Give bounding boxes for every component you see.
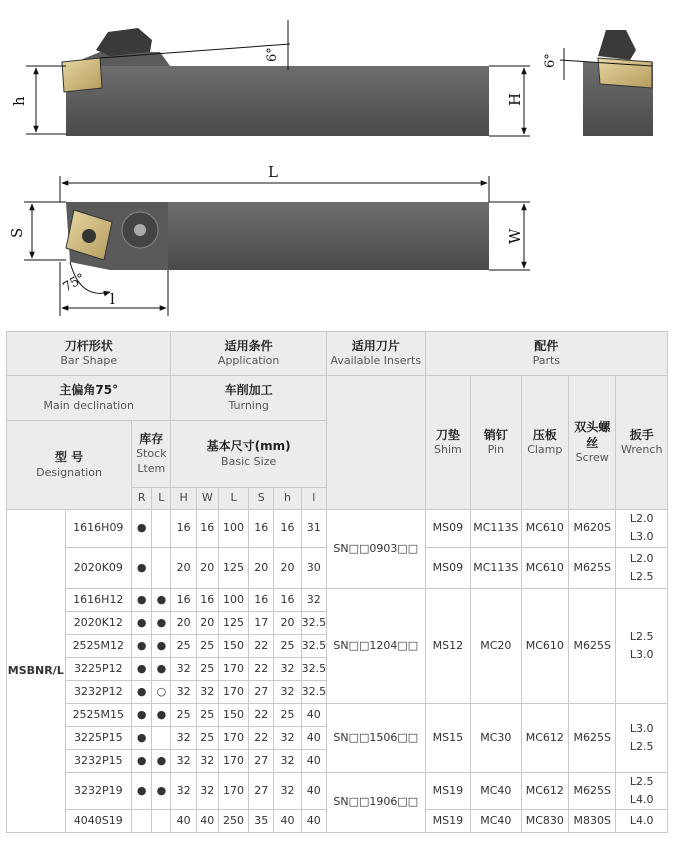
stock-l-cell: ● [152,635,171,658]
stock-l-cell [152,548,171,589]
spec-table [6,331,668,833]
code-cell: 2525M12 [65,635,132,658]
stock-l-cell: ● [152,658,171,681]
size-W-cell: 20 [196,548,218,589]
stock-l-cell: ○ [152,681,171,704]
front-view [10,20,530,136]
size-l-cell: 32.5 [301,658,326,681]
header-application: 适用条件 Application [171,332,326,376]
screw-cell: M625S [569,704,616,773]
wrench-value: L4.0 [629,813,654,827]
size-H-cell: 32 [171,773,196,810]
tool-holder-drawing [0,0,674,322]
header-available-inserts: 适用刀片 Available Inserts [326,332,425,376]
side-view [543,30,653,136]
size-S-cell: 17 [249,612,274,635]
insert-cell: SN□□1506□□ [326,704,425,773]
top-shank [168,202,489,270]
shim-cell: MS19 [425,810,470,833]
size-l-cell: 32.5 [301,681,326,704]
stock-l-cell: ● [152,704,171,727]
size-h-cell: 16 [274,589,301,612]
stock-r-cell: ● [132,635,152,658]
shim-cell: MS12 [425,589,470,704]
size-l-cell: 40 [301,810,326,833]
size-S-cell: 22 [249,658,274,681]
stock-l-cell [152,727,171,750]
wrench-value: L2.5 [629,774,654,788]
insert-shape [62,58,102,92]
model-cell: MSBNR/L [7,510,66,833]
code-cell: 3232P19 [65,773,132,810]
wrench-value: L2.5 [629,629,654,643]
size-l-cell: 40 [301,727,326,750]
size-l-cell: 31 [301,510,326,548]
wrench-value: L3.0 [629,530,654,543]
size-H-cell: 40 [171,810,196,833]
top-view [8,163,530,316]
header-parts: 配件 Parts [425,332,667,376]
header-shim: 刀垫 Shim [425,376,470,510]
stock-l-cell: ● [152,750,171,773]
table-row [7,704,668,727]
code-cell: 4040S19 [65,810,132,833]
size-L-cell: 170 [218,658,248,681]
stock-l-cell [152,810,171,833]
stock-r-cell: ● [132,612,152,635]
size-l-cell: 32 [301,589,326,612]
stock-l-cell [152,510,171,548]
pin-cell: MC30 [471,704,521,773]
dim-H-label: H [506,92,524,106]
size-H-cell: 16 [171,510,196,548]
subheader-6: h [274,488,301,510]
size-S-cell: 22 [249,704,274,727]
dim-W-label: W [506,228,524,244]
pin-cell: MC20 [471,589,521,704]
clamp-cell: MC830 [521,810,568,833]
size-L-cell: 170 [218,681,248,704]
insert-cell: SN□□1204□□ [326,589,425,704]
size-l-cell: 40 [301,750,326,773]
code-cell: 2020K09 [65,548,132,589]
insert-cell: SN□□1906□□ [326,773,425,833]
size-H-cell: 16 [171,589,196,612]
size-h-cell: 25 [274,704,301,727]
clamp-cell: MC610 [521,548,568,589]
size-L-cell: 170 [218,727,248,750]
size-L-cell: 125 [218,612,248,635]
stock-r-cell: ● [132,704,152,727]
wrench-cell [616,810,668,833]
size-h-cell: 32 [274,681,301,704]
angle-side-label: 6° [543,53,558,68]
stock-r-cell: ● [132,681,152,704]
wrench-cell [616,548,668,589]
screw-cell: M625S [569,548,616,589]
size-h-cell: 16 [274,510,301,548]
stock-r-cell: ● [132,548,152,589]
stock-l-cell: ● [152,589,171,612]
shim-cell: MS09 [425,548,470,589]
shim-cell: MS09 [425,510,470,548]
size-S-cell: 27 [249,773,274,810]
size-h-cell: 25 [274,635,301,658]
stock-r-cell: ● [132,589,152,612]
size-H-cell: 20 [171,548,196,589]
screw-cell: M625S [569,589,616,704]
dim-S-label: S [8,227,26,238]
size-S-cell: 35 [249,810,274,833]
wrench-cell [616,589,668,704]
pin-cell: MC113S [471,548,521,589]
size-l-cell: 40 [301,704,326,727]
dim-l-label: l [110,290,115,308]
size-W-cell: 25 [196,635,218,658]
stock-r-cell [132,810,152,833]
wrench-value: L2.5 [629,739,654,753]
size-l-cell: 32.5 [301,635,326,658]
size-h-cell: 32 [274,773,301,810]
size-l-cell: 30 [301,548,326,589]
size-S-cell: 22 [249,635,274,658]
size-W-cell: 32 [196,773,218,810]
size-H-cell: 25 [171,635,196,658]
size-h-cell: 40 [274,810,301,833]
size-H-cell: 20 [171,612,196,635]
header-screw: 双头螺 丝 Screw [569,376,616,510]
size-S-cell: 16 [249,589,274,612]
size-L-cell: 100 [218,510,248,548]
size-S-cell: 20 [249,548,274,589]
wrench-cell [616,510,668,548]
stock-r-cell: ● [132,727,152,750]
size-L-cell: 170 [218,773,248,810]
code-cell: 3225P12 [65,658,132,681]
dim-h-label: h [10,96,28,106]
size-W-cell: 32 [196,681,218,704]
clamp-cell: MC612 [521,773,568,810]
stock-r-cell: ● [132,510,152,548]
dim-L-label: L [268,163,278,181]
size-W-cell: 40 [196,810,218,833]
insert-cell: SN□□0903□□ [326,510,425,589]
screw-cell: M620S [569,510,616,548]
shank-body [66,66,489,136]
table-row [7,510,668,548]
subheader-7: l [301,488,326,510]
wrench-value: L2.0 [629,551,654,565]
size-W-cell: 32 [196,750,218,773]
size-L-cell: 170 [218,750,248,773]
size-h-cell: 32 [274,750,301,773]
subheader-5: S [249,488,274,510]
shim-cell: MS19 [425,773,470,810]
stock-r-cell: ● [132,773,152,810]
subheader-4: L [218,488,248,510]
size-L-cell: 150 [218,635,248,658]
wrench-value: L2.5 [629,569,654,583]
code-cell: 3225P15 [65,727,132,750]
subheader-0: R [132,488,152,510]
angle-front-label: 6° [265,47,280,62]
code-cell: 3232P12 [65,681,132,704]
clamp-cell: MC610 [521,510,568,548]
clamp-cell: MC610 [521,589,568,704]
size-W-cell: 25 [196,727,218,750]
size-L-cell: 250 [218,810,248,833]
screw-cell: M625S [569,773,616,810]
subheader-3: W [196,488,218,510]
size-S-cell: 22 [249,727,274,750]
header-clamp: 压板 Clamp [521,376,568,510]
pin-cell: MC40 [471,773,521,810]
size-W-cell: 16 [196,510,218,548]
header-main-declination: 主偏角75° Main declination [7,376,171,421]
stock-r-cell: ● [132,658,152,681]
size-S-cell: 27 [249,681,274,704]
header-pin: 销钉 Pin [471,376,521,510]
clamp-shape [96,28,152,56]
size-S-cell: 27 [249,750,274,773]
wrench-cell [616,704,668,773]
size-h-cell: 32 [274,727,301,750]
size-W-cell: 16 [196,589,218,612]
wrench-cell [616,773,668,810]
size-W-cell: 20 [196,612,218,635]
stock-l-cell: ● [152,612,171,635]
size-h-cell: 32 [274,658,301,681]
technical-drawing [0,0,674,322]
size-H-cell: 32 [171,750,196,773]
size-H-cell: 32 [171,727,196,750]
angle-top-label: 75° [60,270,88,296]
size-H-cell: 32 [171,658,196,681]
header-stock: 库存 Stock Ltem [132,421,171,488]
code-cell: 2020K12 [65,612,132,635]
wrench-value: L4.0 [629,792,654,806]
size-h-cell: 20 [274,548,301,589]
wrench-value: L3.0 [629,647,654,661]
wrench-value: L3.0 [629,721,654,735]
table-row [7,773,668,810]
subheader-1: L [152,488,171,510]
header-inserts-blank [326,376,425,510]
code-cell: 1616H09 [65,510,132,548]
code-cell: 2525M15 [65,704,132,727]
header-bar-shape: 刀杆形状 Bar Shape [7,332,171,376]
size-h-cell: 20 [274,612,301,635]
pin-cell: MC113S [471,510,521,548]
size-l-cell: 32.5 [301,612,326,635]
size-l-cell: 40 [301,773,326,810]
size-L-cell: 100 [218,589,248,612]
size-H-cell: 32 [171,681,196,704]
shim-cell: MS15 [425,704,470,773]
size-L-cell: 150 [218,704,248,727]
screw-cell: M830S [569,810,616,833]
subheader-2: H [171,488,196,510]
code-cell: 3232P15 [65,750,132,773]
size-W-cell: 25 [196,658,218,681]
header-turning: 车削加工 Turning [171,376,326,421]
size-W-cell: 25 [196,704,218,727]
size-H-cell: 25 [171,704,196,727]
size-S-cell: 16 [249,510,274,548]
stock-r-cell: ● [132,750,152,773]
table-row [7,589,668,612]
clamp-cell: MC612 [521,704,568,773]
header-basic-size: 基本尺寸(mm) Basic Size [171,421,326,488]
stock-l-cell: ● [152,773,171,810]
size-L-cell: 125 [218,548,248,589]
wrench-value: L2.0 [629,512,654,526]
code-cell: 1616H12 [65,589,132,612]
pin-cell: MC40 [471,810,521,833]
header-designation: 型 号 Designation [7,421,132,510]
header-wrench: 扳手 Wrench [616,376,668,510]
